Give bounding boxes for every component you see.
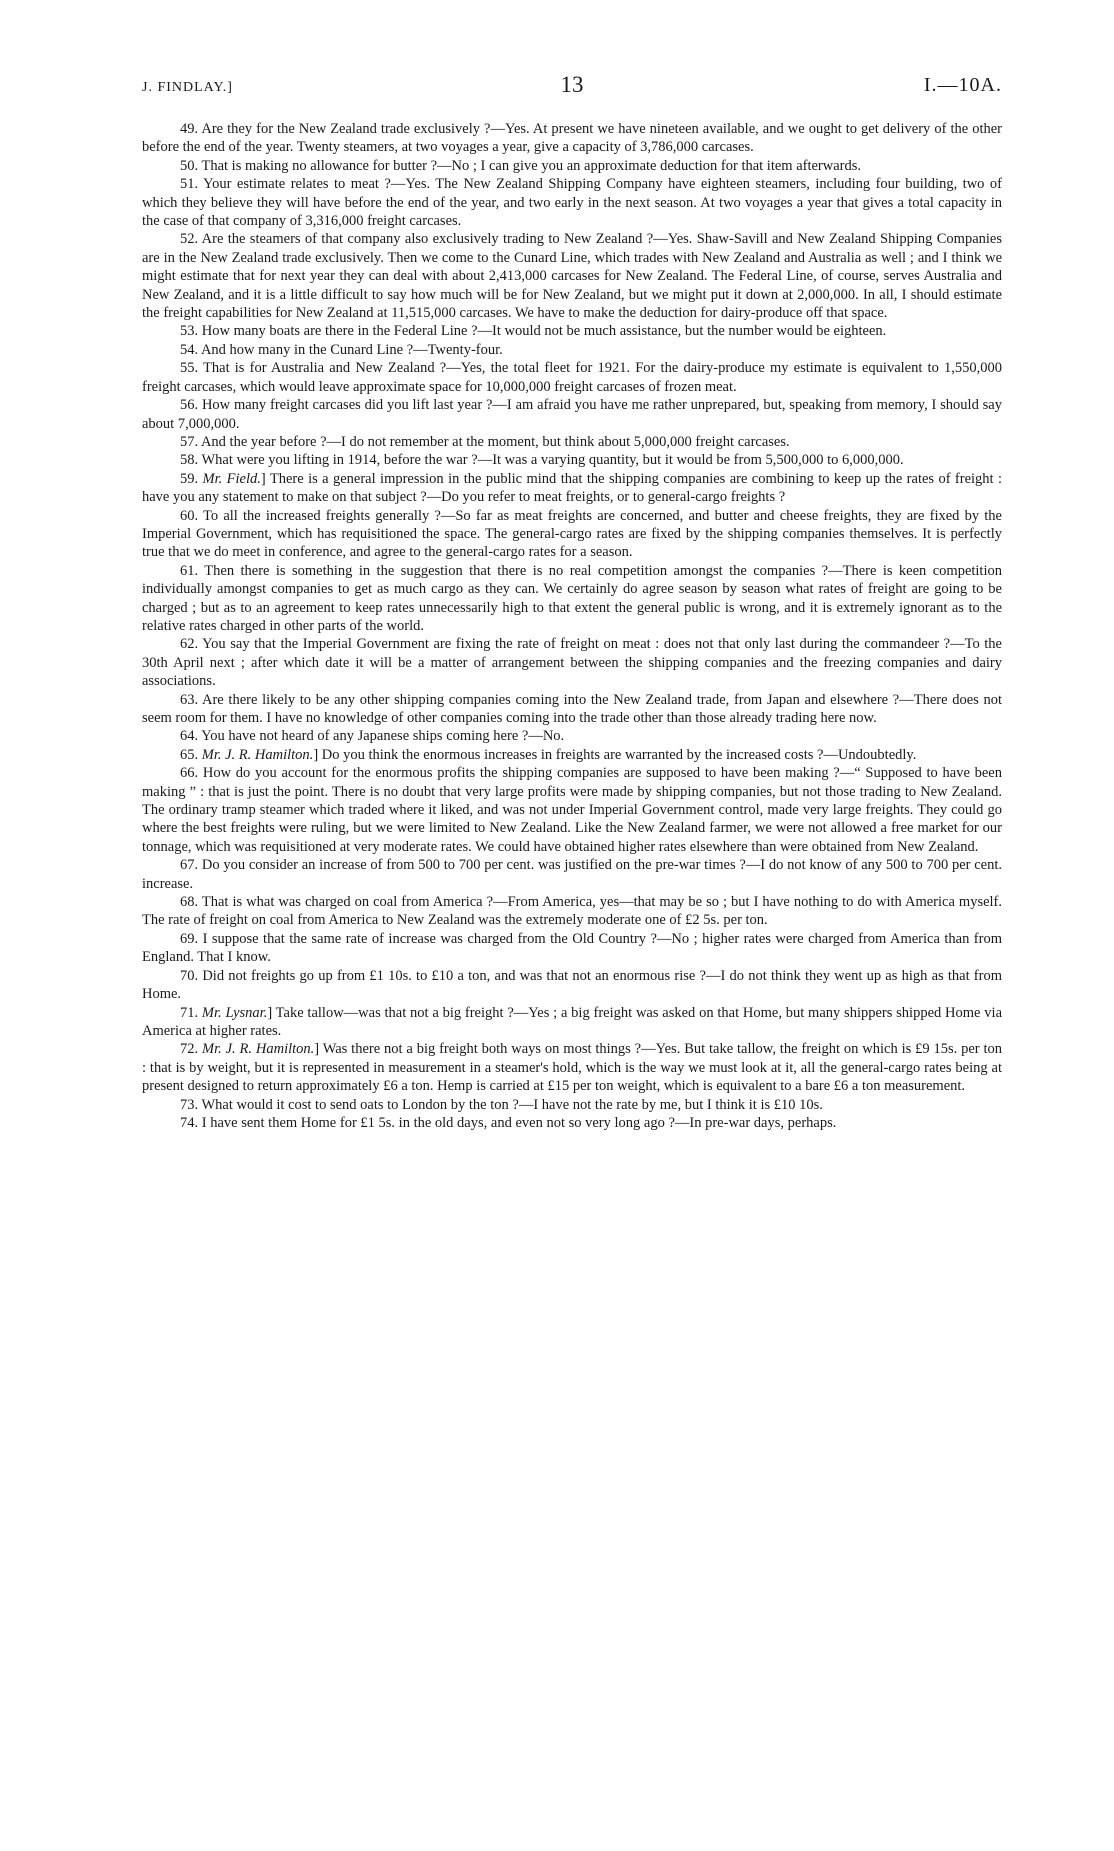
speaker-name: Mr. Field. [202,470,261,487]
paragraph-49: 49. Are they for the New Zealand trade exclusively ?—Yes. At present we have nineteen available, and we ought to get delivery of the other before the end of the year. Twenty steamers, at two voyages a year, give a capacity of 3,786,000 carcases. [142,121,1002,156]
paragraph-73: 73. What would it cost to send oats to London by the ton ?—I have not the rate by me, but I think it is £10 10s. [180,1096,823,1113]
paragraph-74: 74. I have sent them Home for £1 5s. in the old days, and even not so very long ago ?—In pre-war days, perhaps. [180,1114,837,1131]
speaker-name: Mr. J. R. Hamilton. [202,1041,315,1058]
page-header [142,72,1002,112]
witness-name: J. FINDLAY.] [142,80,233,95]
paragraph-57: 57. And the year before ?—I do not remember at the moment, but think about 5,000,000 freight carcases. [180,433,790,450]
paragraph-62: 62. You say that the Imperial Government are fixing the rate of freight on meat : does not that only last during the commandeer ?—To the 30th April next ; after which date it will be a matter of arrangement between the shipping companies and the freezing companies and dairy associations. [142,636,1002,690]
paragraph-56: 56. How many freight carcases did you lift last year ?—I am afraid you have me rather unprepared, but, speaking from memory, I should say about 7,000,000. [142,397,1002,432]
paragraph-52: 52. Are the steamers of that company also exclusively trading to New Zealand ?—Yes. Shaw-Savill and New Zealand Shipping Companies are in the New Zealand trade exclusively. Then we come to the Cunard Line, which trades with New Zealand and Australia as well ; and I think we might estimate that for next year they can deal with about 2,413,000 carcases for New Zealand. The Federal Line, of course, serves Australia and New Zealand, and it is a little difficult to say how much will be for New Zealand, but we might put it down at 2,000,000. In all, I should estimate the freight capabilities for New Zealand at 11,515,000 carcases. We have to make the deduction for dairy-produce off that space. [142,231,1002,322]
paragraph-53: 53. How many boats are there in the Federal Line ?—It would not be much assistance, but the number would be eighteen. [180,323,887,340]
speaker-name: Mr. J. R. Hamilton. [201,746,314,763]
paragraph-50: 50. That is making no allowance for butter ?—No ; I can give you an approximate deduction for that item afterwards. [180,157,862,174]
paragraph-63: 63. Are there likely to be any other shipping companies coming into the New Zealand trade, from Japan and elsewhere ?—There does not seem room for them. I have no knowledge of other companies coming into the trade other than those already trading here now. [142,691,1002,726]
paragraph-71: 71. Mr. Lysnar.] Take tallow—was that not a big freight ?—Yes ; a big freight was asked on that Home, but many shippers shipped Home via America at higher rates. [142,1004,1002,1039]
paragraph-72: 72. Mr. J. R. Hamilton.] Was there not a big freight both ways on most things ?—Yes. But take tallow, the freight on which is £9 15s. per ton : that is by weight, but it is represented in measurement in a steamer's hold, which is the way we must look at it, all the general-cargo rates being at present designed to return approximately £6 a ton. Hemp is carried at £15 per ton weight, which is equivalent to a bare £6 a ton measurement. [142,1041,1003,1095]
paragraph-65: 65. Mr. J. R. Hamilton.] Do you think the enormous increases in freights are warranted by the increased costs ?—Undoubtedly. [180,746,917,763]
paragraph-64: 64. You have not heard of any Japanese ships coming here ?—No. [180,728,565,745]
paragraph-68: 68. That is what was charged on coal from America ?—From America, yes—that may be so ; but I have nothing to do with America myself. The rate of freight on coal from America to New Zealand was the extremely moderate one of £2 5s. per ton. [142,894,1002,929]
paragraph-51: 51. Your estimate relates to meat ?—Yes. The New Zealand Shipping Company have eighteen steamers, including four building, two of which they believe they will have before the end of the year, and two early in the next season. At two voyages a year that gives a total capacity in the case of that company of 3,316,000 freight carcases. [142,176,1002,230]
document-reference: I.—10A. [923,74,1002,96]
paragraph-60: 60. To all the increased freights generally ?—So far as meat freights are concerned, and butter and cheese freights, they are fixed by the Imperial Government, which has requisitioned the space. The general-cargo rates are fixed by the shipping companies themselves. It is perfectly true that we do meet in conference, and agree to the general-cargo rates for a season. [142,507,1002,561]
paragraph-61: 61. Then there is something in the suggestion that there is no real competition amongst the companies ?—There is keen competition individually amongst companies to get as much cargo as they can. We certainly do agree season by season what rates of freight are going to be charged ; but as to an agreement to keep rates unnecessarily high to that extent the general public is wrong, and it is extremely ignorant as to the relative rates charged in other parts of the world. [142,562,1002,634]
page-number: 13 [560,72,584,97]
evidence-text [142,120,1002,1132]
paragraph-59: 59. Mr. Field.] There is a general impression in the public mind that the shipping companies are combining to keep up the rates of freight : have you any statement to make on that subject ?—Do you refer to meat freights, or to general-cargo freights ? [142,470,1003,506]
paragraph-54: 54. And how many in the Cunard Line ?—Twenty-four. [180,341,503,358]
paragraph-55: 55. That is for Australia and New Zealand ?—Yes, the total fleet for 1921. For the dairy-produce my estimate is equivalent to 1,550,000 freight carcases, which would leave approximate space for 10,000,000 freight carcases of frozen meat. [142,360,1002,395]
speaker-name: Mr. Lysnar. [201,1004,268,1021]
paragraph-69: 69. I suppose that the same rate of increase was charged from the Old Country ?—No ; higher rates were charged from America than from England. That I know. [142,930,1002,966]
paragraph-70: 70. Did not freights go up from £1 10s. to £10 a ton, and was that not an enormous rise ?—I do not think they went up as high as that from Home. [142,967,1002,1003]
paragraph-67: 67. Do you consider an increase of from 500 to 700 per cent. was justified on the pre-war times ?—I do not know of any 500 to 700 per cent. increase. [142,857,1002,892]
paragraph-58: 58. What were you lifting in 1914, before the war ?—It was a varying quantity, but it would be from 5,500,000 to 6,000,000. [180,452,904,469]
paragraph-66: 66. How do you account for the enormous profits the shipping companies are supposed to have been making ?—“ Supposed to have been making ” : that is just the point. There is no doubt that very large profits were made by shipping companies, but not those trading to New Zealand. The ordinary tramp steamer which traded where it liked, and was not under Imperial Government control, made very large freights. They could go where the best freights were ruling, but we were limited to New Zealand. Like the New Zealand farmer, we were not allowed a free market for our tonnage, which was requisitioned at very moderate rates. We could have obtained higher rates elsewhere than were obtained from New Zealand. [142,765,1002,855]
